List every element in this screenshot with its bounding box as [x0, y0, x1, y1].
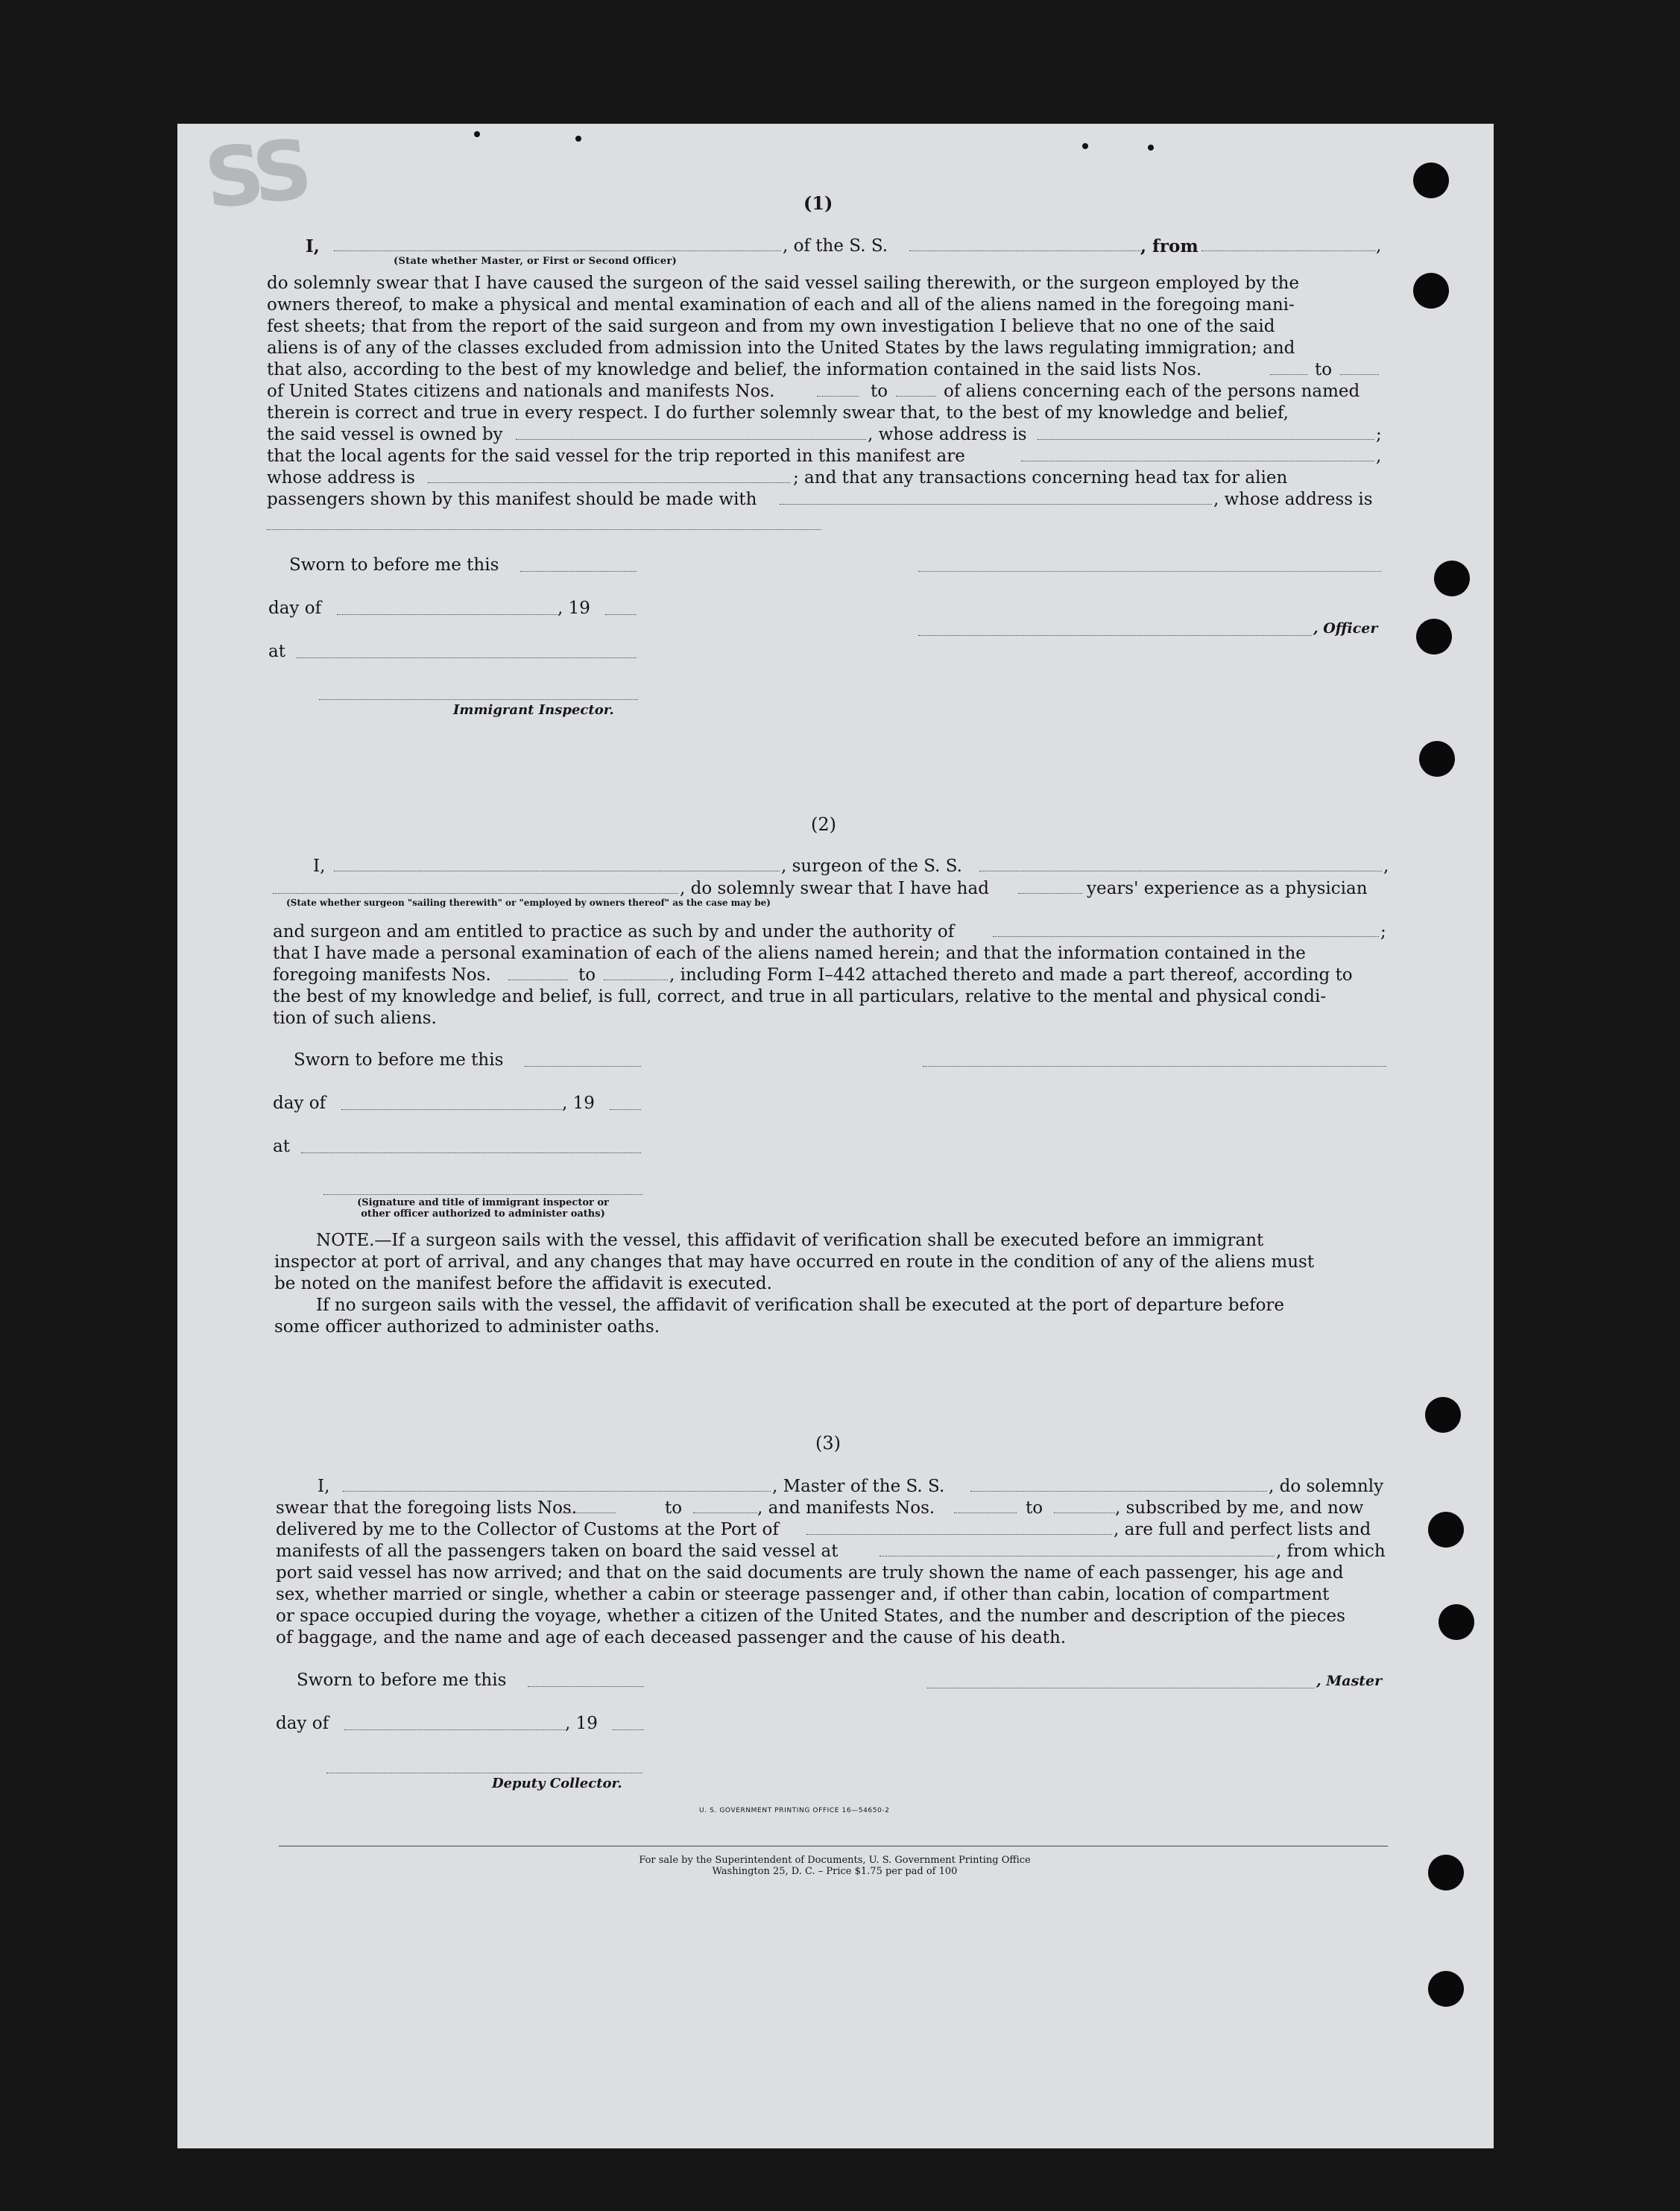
s1-at-label: at: [268, 642, 285, 661]
s1-head-tax-field[interactable]: [780, 504, 1212, 505]
s2-at-field[interactable]: [301, 1152, 641, 1153]
s1-officer-title-line[interactable]: [918, 635, 1312, 636]
s1-officer-signature-line[interactable]: [918, 571, 1382, 572]
s2-authority-field[interactable]: [993, 936, 1379, 937]
s3-to-label: to: [665, 1498, 683, 1518]
s1-nineteen: , 19: [558, 599, 590, 618]
s1-comma: ,: [1376, 447, 1382, 466]
s2-line5a: foregoing manifests Nos.: [273, 965, 491, 985]
s1-semicolon: ;: [1376, 425, 1382, 444]
s1-at-field[interactable]: [297, 657, 637, 658]
punch-hole: [1434, 561, 1470, 596]
s1-para-line: whose address is: [267, 468, 415, 488]
s1-whose-address-end: , whose address is: [1213, 490, 1373, 509]
s3-l2a: swear that the foregoing lists Nos.: [276, 1498, 578, 1518]
s1-head-tax-address-field[interactable]: [267, 529, 821, 530]
s1-para-line: the said vessel is owned by: [267, 425, 503, 444]
s3-l3b: , are full and perfect lists and: [1114, 1520, 1371, 1539]
punch-hole: [1428, 1971, 1464, 2007]
punch-hole: [1428, 1512, 1464, 1548]
s1-to-label: to: [1315, 360, 1333, 379]
s3-day-field[interactable]: [344, 1729, 565, 1730]
s2-do-swear: , do solemnly swear that I have had: [680, 879, 989, 898]
s1-para-line: aliens is of any of the classes excluded from admission into the United States by the laws regulating immigration; and: [267, 338, 1295, 358]
s1-lists-to-field[interactable]: [1340, 374, 1379, 375]
s2-line3: and surgeon and am entitled to practice as such by and under the authority of: [273, 922, 955, 942]
s3-master-label: , Master: [1316, 1673, 1383, 1689]
punch-hole: [1425, 1397, 1461, 1433]
s1-head-tax: ; and that any transactions concerning head tax for alien: [793, 468, 1288, 488]
speck: [474, 131, 480, 137]
s2-inspector-signature-line[interactable]: [323, 1194, 642, 1195]
punch-hole: [1413, 273, 1449, 309]
section-2-number: (2): [811, 814, 836, 835]
s2-note-line: If no surgeon sails with the vessel, the affidavit of verification shall be executed at the port of departure before: [316, 1296, 1285, 1315]
s2-to-label: to: [578, 965, 596, 985]
s3-year-field[interactable]: [613, 1729, 644, 1730]
punch-hole: [1416, 619, 1452, 655]
s2-signature-line[interactable]: [923, 1066, 1386, 1067]
s2-note-line: some officer authorized to administer oaths.: [274, 1317, 660, 1337]
punch-hole: [1428, 1855, 1464, 1890]
s2-years-label: years' experience as a physician: [1087, 879, 1368, 898]
s2-sworn-field[interactable]: [525, 1066, 641, 1067]
s1-para-line: of United States citizens and nationals and manifests Nos.: [267, 382, 775, 401]
s1-para-line: passengers shown by this manifest should be made with: [267, 490, 757, 509]
s1-lists-from-field[interactable]: [1270, 374, 1307, 375]
s3-day-of-label: day of: [276, 1714, 329, 1733]
s3-i-label: I,: [318, 1477, 330, 1496]
s1-para-line: therein is correct and true in every respect. I do further solemnly swear that, to the best of my knowledge and belief,: [267, 403, 1289, 423]
s3-rest-line: of baggage, and the name and age of each deceased passenger and the cause of his death.: [276, 1628, 1067, 1647]
s1-end-comma: ,: [1376, 236, 1382, 256]
s1-officer-label: , Officer: [1313, 620, 1378, 637]
s3-nineteen: , 19: [565, 1714, 598, 1733]
s1-day-of-label: day of: [268, 599, 322, 618]
s1-para-line: owners thereof, to make a physical and mental examination of each and all of the aliens named in the foregoing mani-: [267, 295, 1295, 315]
s1-ss-label: , of the S. S.: [783, 236, 888, 256]
s1-sworn-field[interactable]: [520, 571, 637, 572]
s2-i-label: I,: [313, 857, 326, 876]
s3-do-solemnly: , do solemnly: [1269, 1477, 1384, 1496]
s2-sig-label-line: (Signature and title of immigrant inspector or: [357, 1197, 609, 1208]
s2-semicolon: ;: [1380, 922, 1386, 942]
s1-of-aliens: of aliens concerning each of the persons named: [944, 382, 1360, 401]
s1-i-label: I,: [306, 236, 320, 256]
s3-ship-field[interactable]: [970, 1491, 1267, 1492]
s3-master-name-field[interactable]: [343, 1491, 771, 1492]
s3-sworn-field[interactable]: [528, 1686, 644, 1687]
s1-to-label: to: [871, 382, 888, 401]
s1-inspector-label: Immigrant Inspector.: [453, 702, 614, 718]
speck: [575, 136, 581, 142]
s1-from-field[interactable]: [1201, 250, 1376, 251]
s3-rest-line: port said vessel has now arrived; and that on the said documents are truly shown the name of each passenger, his age and: [276, 1563, 1344, 1583]
gpo-imprint: U. S. GOVERNMENT PRINTING OFFICE 16—54650-2: [699, 1807, 890, 1814]
s1-ship-field[interactable]: [909, 250, 1140, 251]
s3-rest-line: or space occupied during the voyage, whether a citizen of the United States, and the number and description of the pieces: [276, 1606, 1345, 1626]
s3-l4a: manifests of all the passengers taken on board the said vessel at: [276, 1542, 839, 1561]
ss-stamp: SS: [200, 122, 309, 227]
s2-day-field[interactable]: [341, 1109, 562, 1110]
punch-hole: [1439, 1604, 1474, 1640]
s2-note-line: NOTE.—If a surgeon sails with the vessel, this affidavit of verification shall be executed before an immigrant: [316, 1231, 1264, 1250]
s2-sub-label: (State whether surgeon "sailing therewith" or "employed by owners thereof" as the case may be): [286, 898, 771, 908]
s1-manifests-to-field[interactable]: [896, 396, 936, 397]
s1-from-label: , from: [1140, 236, 1199, 256]
punch-hole: [1413, 163, 1449, 198]
s3-deputy-label: Deputy Collector.: [492, 1776, 622, 1791]
s1-year-field[interactable]: [605, 614, 637, 615]
s1-manifests-from-field[interactable]: [817, 396, 859, 397]
s1-inspector-signature-line[interactable]: [319, 699, 638, 700]
s1-owner-address-field[interactable]: [1038, 439, 1374, 440]
section-1-number: (1): [803, 192, 833, 214]
s3-port-field[interactable]: [806, 1534, 1112, 1535]
s1-para-line: that also, according to the best of my knowledge and belief, the information contained in the said lists Nos.: [267, 360, 1202, 379]
s3-sworn-label: Sworn to before me this: [297, 1671, 507, 1690]
s2-sig-label-line: other officer authorized to administer oaths): [361, 1208, 605, 1220]
s1-owner-field[interactable]: [516, 439, 866, 440]
s2-year-field[interactable]: [610, 1109, 641, 1110]
s3-l4b: , from which: [1276, 1542, 1386, 1561]
s1-agents-address-field[interactable]: [428, 482, 790, 483]
s1-sub-label: (State whether Master, or First or Second Officer): [394, 256, 678, 267]
s2-at-label: at: [273, 1137, 290, 1156]
sale-notice-line: Washington 25, D. C. – Price $1.75 per pad of 100: [712, 1866, 958, 1877]
s2-note-line: be noted on the manifest before the affidavit is executed.: [274, 1274, 772, 1293]
s1-sworn-label: Sworn to before me this: [289, 555, 499, 575]
s1-para-line: that the local agents for the said vessel for the trip reported in this manifest are: [267, 447, 965, 466]
s3-master-of: , Master of the S. S.: [772, 1477, 945, 1496]
s2-note-line: inspector at port of arrival, and any changes that may have occurred en route in the condition of any of the aliens must: [274, 1252, 1315, 1272]
s1-whose-address: , whose address is: [868, 425, 1027, 444]
s2-nineteen: , 19: [562, 1094, 595, 1113]
s2-day-of-label: day of: [273, 1094, 326, 1113]
sale-notice-line: For sale by the Superintendent of Documents, U. S. Government Printing Office: [639, 1855, 1031, 1866]
s2-surgeon-of: , surgeon of the S. S.: [781, 857, 962, 876]
section-3-number: (3): [815, 1433, 841, 1454]
sale-notice: [522, 1855, 1148, 1877]
s2-years-field[interactable]: [1018, 893, 1082, 894]
s2-line5b: , including Form I–442 attached thereto and made a part thereof, according to: [669, 965, 1353, 985]
s3-l2c: , subscribed by me, and now: [1115, 1498, 1364, 1518]
s2-sworn-label: Sworn to before me this: [294, 1050, 504, 1070]
s2-surgeon-type-field[interactable]: [273, 893, 678, 894]
s3-rest-line: sex, whether married or single, whether a cabin or steerage passenger and, if other than cabin, location of compartment: [276, 1585, 1330, 1604]
s1-para-line: fest sheets; that from the report of the said surgeon and from my own investigation I believe that no one of the said: [267, 317, 1275, 336]
s2-line7: tion of such aliens.: [273, 1009, 437, 1028]
speck: [1148, 145, 1154, 151]
s1-officer-field[interactable]: [334, 250, 781, 251]
speck: [1082, 143, 1088, 149]
s3-to-label: to: [1026, 1498, 1043, 1518]
s2-line4: that I have made a personal examination of each of the aliens named herein; and that the information contained in the: [273, 944, 1306, 963]
s1-day-field[interactable]: [337, 614, 558, 615]
punch-hole: [1419, 741, 1455, 777]
s2-line6: the best of my knowledge and belief, is full, correct, and true in all particulars, relative to the mental and physical condi-: [273, 987, 1327, 1006]
s2-sig-label: [312, 1197, 654, 1220]
s2-end-comma: ,: [1383, 857, 1389, 876]
s3-l2b: , and manifests Nos.: [757, 1498, 935, 1518]
s1-para-line: do solemnly swear that I have caused the surgeon of the said vessel sailing therewith, or the surgeon employed by the: [267, 274, 1300, 293]
s3-l3a: delivered by me to the Collector of Customs at the Port of: [276, 1520, 779, 1539]
